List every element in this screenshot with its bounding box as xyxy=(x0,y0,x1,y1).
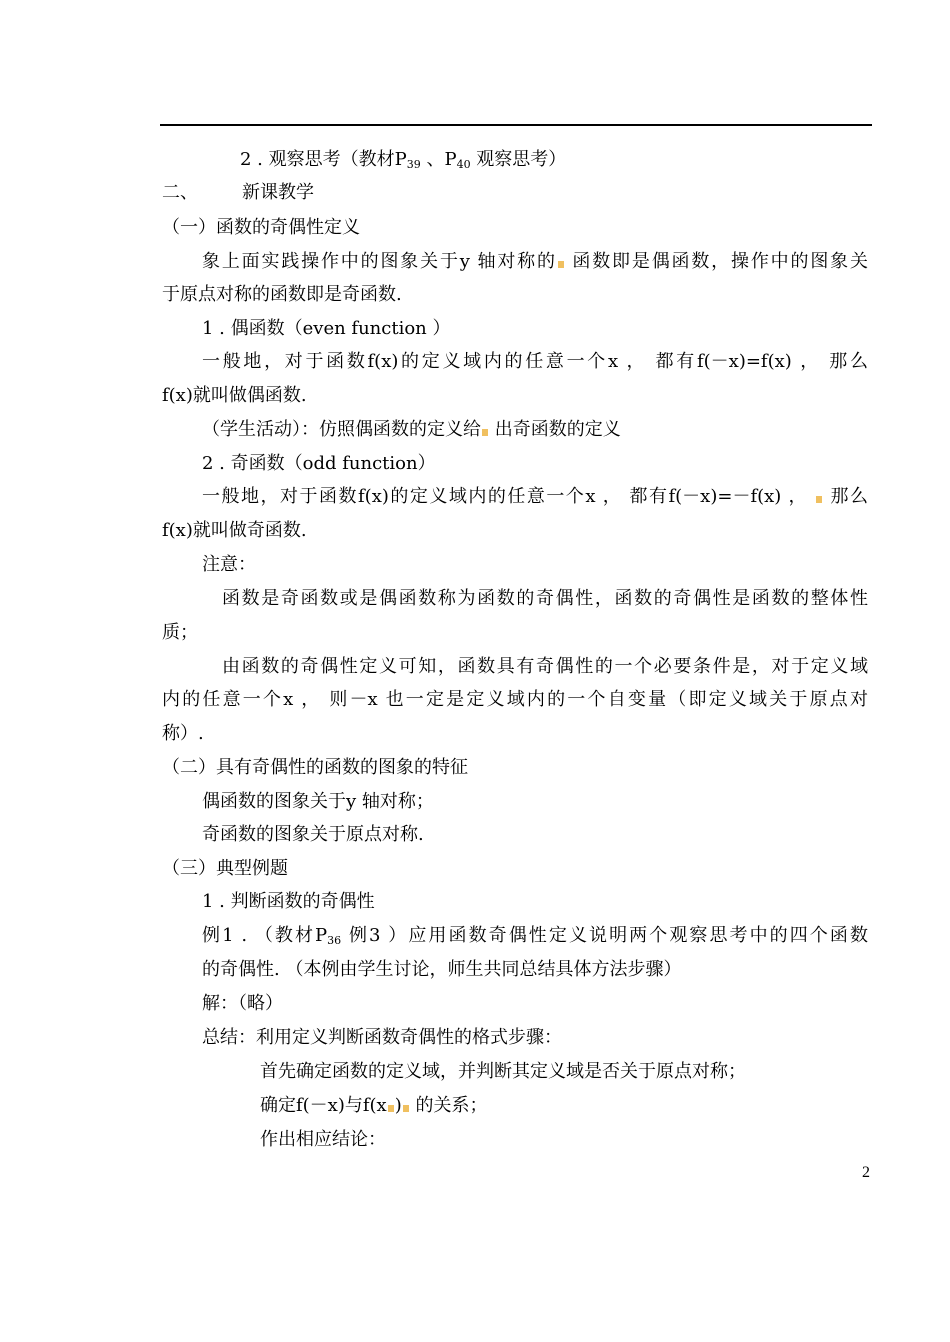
review-item-text: 2 . 观察思考（教材P xyxy=(240,149,407,170)
example-1-line-2: 的奇偶性. （本例由学生讨论，师生共同总结具体方法步骤） xyxy=(202,959,682,980)
step-2: 确定f(－x)与f(x ) 的关系； xyxy=(260,1095,488,1116)
subsection-1-title: 1 . 判断函数的奇偶性 xyxy=(202,891,375,912)
review-suffix: 观察思考） xyxy=(470,149,567,170)
even-function-title: 1 . 偶函数（even function ） xyxy=(202,318,451,339)
highlight-marker xyxy=(482,429,488,436)
part-2-title: （二）具有奇偶性的函数的图象的特征 xyxy=(162,757,468,778)
odd-graph-feature: 奇函数的图象关于原点对称. xyxy=(202,824,424,845)
step-1: 首先确定函数的定义域，并判断其定义域是否关于原点对称； xyxy=(260,1061,746,1082)
page-number: 2 xyxy=(862,1164,870,1181)
page-ref-36: 36 xyxy=(327,934,342,947)
example-1-line-1: 例1 . （教材$P_{36}$ 例3 ）应用函数奇偶性定义说明两个观察思考中的四个函数 xyxy=(202,925,868,947)
header-rule xyxy=(160,124,872,126)
even-graph-feature: 偶函数的图象关于y 轴对称； xyxy=(202,791,434,812)
page-ref-40: 40 xyxy=(456,158,471,171)
note-title: 注意： xyxy=(202,554,256,575)
highlight-marker xyxy=(816,496,822,503)
note-2-line-3: 称）. xyxy=(162,723,204,744)
odd-definition-line-1: 一般地，对于函数f(x)的定义域内的任意一个x ， 都有f(－x)=－f(x) ， 那么 xyxy=(202,486,868,507)
highlight-marker xyxy=(558,261,564,268)
step-3: 作出相应结论： xyxy=(260,1129,386,1150)
page-ref-39: 39 xyxy=(406,158,421,171)
section-2-number: 二、 xyxy=(162,182,198,203)
part-1-title: （一）函数的奇偶性定义 xyxy=(162,217,360,238)
odd-definition-line-2: f(x)就叫做奇函数. xyxy=(162,520,307,541)
highlight-marker xyxy=(403,1105,409,1112)
note-2-line-1: 由函数的奇偶性定义可知，函数具有奇偶性的一个必要条件是，对于定义域 xyxy=(222,656,868,677)
section-2-title: 新课教学 xyxy=(242,182,314,203)
solution: 解：（略） xyxy=(202,993,283,1014)
review-item-2 xyxy=(240,148,566,177)
intro-line-2: 于原点对称的函数即是奇函数. xyxy=(162,284,402,305)
note-2-line-2: 内的任意一个x ， 则－x 也一定是定义域内的一个自变量（即定义域关于原点对 xyxy=(162,689,868,710)
note-1-line-2: 质； xyxy=(162,622,198,643)
student-activity: （学生活动）：仿照偶函数的定义给 出奇函数的定义 xyxy=(202,419,621,440)
summary: 总结：利用定义判断函数奇偶性的格式步骤： xyxy=(202,1027,562,1048)
even-definition-line-2: f(x)就叫做偶函数. xyxy=(162,385,307,406)
review-sep: 、P xyxy=(420,149,457,170)
part-3-title: （三）典型例题 xyxy=(162,858,288,879)
intro-line-1: 象上面实践操作中的图象关于y 轴对称的 函数即是偶函数，操作中的图象关 xyxy=(202,251,868,272)
note-1-line-1: 函数是奇函数或是偶函数称为函数的奇偶性，函数的奇偶性是函数的整体性 xyxy=(222,588,868,609)
even-definition-line-1: 一般地，对于函数f(x)的定义域内的任意一个x ， 都有f(－x)=f(x) ， 那么 xyxy=(202,351,868,372)
odd-function-title: 2 . 奇函数（odd function） xyxy=(202,453,436,474)
highlight-marker xyxy=(388,1105,394,1112)
